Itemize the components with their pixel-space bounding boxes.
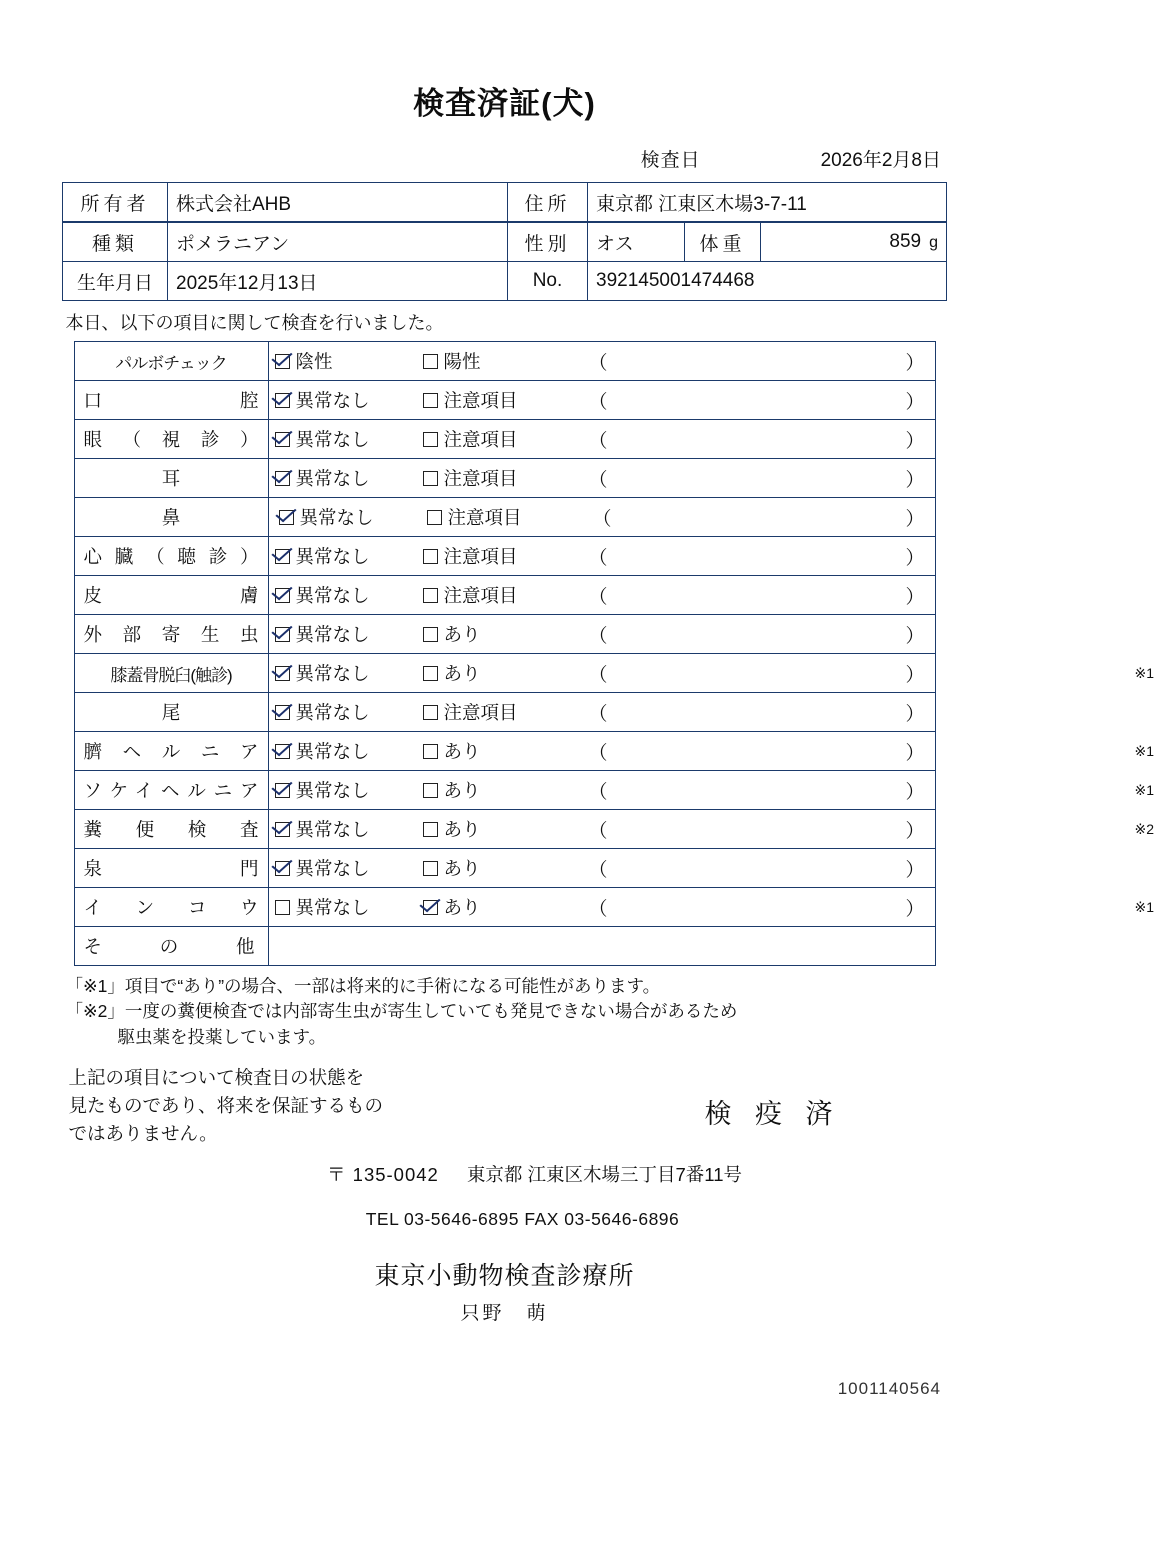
option-caution[interactable] xyxy=(423,387,583,413)
table-row xyxy=(74,459,935,498)
checkbox-checked-icon[interactable] xyxy=(275,666,290,681)
option-label: あり xyxy=(444,777,481,803)
checkbox-checked-icon[interactable] xyxy=(275,471,290,486)
checkbox-icon[interactable] xyxy=(427,510,442,525)
item-options xyxy=(268,849,935,888)
option-label: 異常なし xyxy=(296,855,370,881)
remark-open-paren: （ xyxy=(593,504,612,531)
checkbox-icon[interactable] xyxy=(423,744,438,759)
item-label: 皮 膚 xyxy=(74,576,268,615)
item-label: 眼（視診） xyxy=(74,420,268,459)
option-normal[interactable] xyxy=(269,894,423,920)
remark-close-paren: ） xyxy=(905,582,924,609)
other-remark-field[interactable] xyxy=(268,927,935,966)
checkbox-checked-icon[interactable] xyxy=(275,432,290,447)
weight-value-cell xyxy=(761,223,947,262)
item-label: 膝蓋骨脱臼(触診) xyxy=(74,654,268,693)
option-present[interactable] xyxy=(423,777,583,803)
option-label: あり xyxy=(444,894,481,920)
checkbox-icon[interactable] xyxy=(423,471,438,486)
option-present[interactable] xyxy=(423,660,583,686)
option-label: 注意項目 xyxy=(444,699,518,725)
option-normal[interactable] xyxy=(269,582,423,608)
checkbox-icon[interactable] xyxy=(423,783,438,798)
note-mark: ※1 xyxy=(1135,899,1154,916)
table-row xyxy=(74,927,935,966)
item-label: 泉 門 xyxy=(74,849,268,888)
clinic-zip: 〒 135-0042 xyxy=(327,1164,439,1185)
option-caution[interactable] xyxy=(423,465,583,491)
item-options xyxy=(268,576,935,615)
table-row xyxy=(74,732,935,771)
option-present[interactable] xyxy=(423,621,583,647)
option-caution[interactable] xyxy=(423,582,583,608)
item-label: 外部寄生虫 xyxy=(74,615,268,654)
item-options xyxy=(268,381,935,420)
remark-open-paren: （ xyxy=(589,426,608,453)
option-normal[interactable] xyxy=(269,855,423,881)
option-normal[interactable] xyxy=(269,660,423,686)
item-options xyxy=(268,732,935,771)
breed-label: 種類 xyxy=(63,223,168,262)
remark-close-paren: ） xyxy=(905,777,924,804)
option-label: 異常なし xyxy=(296,777,370,803)
checkbox-icon[interactable] xyxy=(423,627,438,642)
option-normal[interactable] xyxy=(269,621,423,647)
clinic-tel: TEL 03-5646-6895 FAX 03-5646-6896 xyxy=(63,1209,947,1230)
remark-open-paren: （ xyxy=(589,348,608,375)
option-present[interactable] xyxy=(423,855,583,881)
table-row xyxy=(74,420,935,459)
item-options xyxy=(268,420,935,459)
option-normal[interactable] xyxy=(269,816,423,842)
item-label: ソケイヘルニア xyxy=(74,771,268,810)
remark-close-paren: ） xyxy=(905,465,924,492)
footnote-2-line1: 「※2」一度の糞便検査では内部寄生虫が寄生していても発見できない場合があるため xyxy=(66,999,950,1024)
remark-close-paren: ） xyxy=(905,816,924,843)
item-options xyxy=(268,342,935,381)
option-label: あり xyxy=(444,816,481,842)
disclaimer-statement xyxy=(63,1064,489,1147)
note-mark: ※1 xyxy=(1135,782,1154,799)
address-value: 東京都 江東区木場3-7-11 xyxy=(588,183,947,222)
clinic-address xyxy=(63,1161,947,1187)
checkbox-icon[interactable] xyxy=(423,861,438,876)
option-label: 異常なし xyxy=(296,738,370,764)
checkbox-checked-icon[interactable] xyxy=(423,900,438,915)
option-label: 異常なし xyxy=(296,582,370,608)
remark-open-paren: （ xyxy=(589,699,608,726)
remark-open-paren: （ xyxy=(589,738,608,765)
option-normal[interactable] xyxy=(269,699,423,725)
option-present[interactable] xyxy=(423,816,583,842)
checkbox-checked-icon[interactable] xyxy=(275,861,290,876)
lower-section xyxy=(63,1064,947,1325)
remark-close-paren: ） xyxy=(905,504,924,531)
table-row xyxy=(74,654,935,693)
option-positive[interactable] xyxy=(423,348,583,374)
note-mark: ※1 xyxy=(1135,743,1154,760)
table-row xyxy=(74,888,935,927)
option-caution[interactable] xyxy=(423,543,583,569)
birthdate-label: 生年月日 xyxy=(63,262,168,301)
remark-open-paren: （ xyxy=(589,660,608,687)
remark-close-paren: ） xyxy=(905,348,924,375)
birthdate-value: 2025年12月13日 xyxy=(168,262,508,301)
checkbox-checked-icon[interactable] xyxy=(275,744,290,759)
item-label: 尾 xyxy=(74,693,268,732)
checkbox-icon[interactable] xyxy=(423,705,438,720)
item-label: 口 腔 xyxy=(74,381,268,420)
option-label: 異常なし xyxy=(296,816,370,842)
checkbox-checked-icon[interactable] xyxy=(275,822,290,837)
option-label: 異常なし xyxy=(296,426,370,452)
checkbox-icon[interactable] xyxy=(423,822,438,837)
table-row xyxy=(74,771,935,810)
remark-close-paren: ） xyxy=(905,387,924,414)
option-label: 異常なし xyxy=(296,699,370,725)
checkbox-icon[interactable] xyxy=(423,588,438,603)
option-caution[interactable] xyxy=(423,426,583,452)
remark-open-paren: （ xyxy=(589,543,608,570)
table-row xyxy=(74,342,935,381)
clinic-name: 東京小動物検査診療所 xyxy=(63,1256,947,1292)
checkbox-checked-icon[interactable] xyxy=(275,627,290,642)
option-label: 異常なし xyxy=(296,465,370,491)
option-normal[interactable] xyxy=(269,504,427,530)
checkbox-icon[interactable] xyxy=(423,393,438,408)
item-label: 心臓（聴診） xyxy=(74,537,268,576)
table-row xyxy=(74,693,935,732)
sex-value: オス xyxy=(588,223,685,262)
remark-open-paren: （ xyxy=(589,855,608,882)
exam-date-row xyxy=(0,145,1009,172)
item-label: インコウ xyxy=(74,888,268,927)
table-row xyxy=(63,223,947,262)
exam-date-label: 検査日 xyxy=(641,145,701,172)
option-normal[interactable] xyxy=(269,387,423,413)
item-options xyxy=(268,810,935,849)
option-label: 異常なし xyxy=(296,387,370,413)
item-label: 耳 xyxy=(74,459,268,498)
option-label: あり xyxy=(444,660,481,686)
owner-label: 所有者 xyxy=(63,183,168,222)
table-row xyxy=(74,537,935,576)
remark-open-paren: （ xyxy=(589,582,608,609)
serial-number: 1001140564 xyxy=(838,1379,941,1399)
page-title: 検査済証(犬) xyxy=(0,78,1009,123)
option-normal[interactable] xyxy=(269,543,423,569)
option-label: 注意項目 xyxy=(444,582,518,608)
option-normal[interactable] xyxy=(269,777,423,803)
table-row xyxy=(63,183,947,222)
table-row xyxy=(74,810,935,849)
remark-open-paren: （ xyxy=(589,777,608,804)
option-label: 異常なし xyxy=(296,621,370,647)
remark-open-paren: （ xyxy=(589,816,608,843)
checkbox-checked-icon[interactable] xyxy=(275,393,290,408)
no-value: 392145001474468 xyxy=(588,262,947,301)
option-label: 注意項目 xyxy=(444,426,518,452)
sex-label: 性別 xyxy=(508,223,588,262)
note-mark: ※1 xyxy=(1135,665,1154,682)
option-normal[interactable] xyxy=(269,738,423,764)
table-row xyxy=(63,262,947,301)
item-label: 臍ヘルニア xyxy=(74,732,268,771)
option-label: 異常なし xyxy=(296,543,370,569)
statement-line-1: 上記の項目について検査日の状態を xyxy=(69,1064,489,1092)
option-label: 注意項目 xyxy=(444,387,518,413)
table-row xyxy=(74,615,935,654)
option-caution[interactable] xyxy=(427,504,587,530)
item-label: 鼻 xyxy=(74,498,268,537)
checkbox-icon[interactable] xyxy=(423,354,438,369)
checkbox-icon[interactable] xyxy=(275,900,290,915)
owner-value: 株式会社AHB xyxy=(168,183,508,222)
no-label: No. xyxy=(508,262,588,301)
remark-close-paren: ） xyxy=(905,855,924,882)
option-label: 異常なし xyxy=(296,660,370,686)
inspection-items-table xyxy=(74,341,936,966)
checkbox-checked-icon[interactable] xyxy=(279,510,294,525)
checkbox-icon[interactable] xyxy=(423,549,438,564)
remark-open-paren: （ xyxy=(589,621,608,648)
item-options xyxy=(268,654,935,693)
quarantine-stamp: 検 疫 済 xyxy=(704,1092,840,1131)
doctor-name: 只野 萌 xyxy=(63,1298,947,1325)
remark-close-paren: ） xyxy=(905,621,924,648)
remark-close-paren: ） xyxy=(905,699,924,726)
checkbox-checked-icon[interactable] xyxy=(275,705,290,720)
breed-value: ポメラニアン xyxy=(168,223,508,262)
address-label: 住所 xyxy=(508,183,588,222)
checkbox-checked-icon[interactable] xyxy=(275,588,290,603)
table-row xyxy=(74,849,935,888)
option-negative[interactable] xyxy=(269,348,423,374)
statement-line-2: 見たものであり、将来を保証するもの xyxy=(69,1092,489,1120)
table-row xyxy=(74,498,935,537)
animal-info-table xyxy=(62,222,947,301)
remark-open-paren: （ xyxy=(589,465,608,492)
remark-close-paren: ） xyxy=(905,543,924,570)
item-options xyxy=(268,537,935,576)
option-label: 注意項目 xyxy=(444,465,518,491)
item-options xyxy=(268,459,935,498)
option-present[interactable] xyxy=(423,894,583,920)
option-label: あり xyxy=(444,855,481,881)
certificate-page xyxy=(0,78,1009,1547)
checkbox-checked-icon[interactable] xyxy=(275,549,290,564)
footnote-2-line2: 駆虫薬を投薬しています。 xyxy=(66,1025,950,1050)
weight-unit: g xyxy=(921,234,938,251)
remark-close-paren: ） xyxy=(905,660,924,687)
table-row xyxy=(74,576,935,615)
option-label: あり xyxy=(444,738,481,764)
item-options xyxy=(268,615,935,654)
option-caution[interactable] xyxy=(423,699,583,725)
item-options xyxy=(268,693,935,732)
table-row xyxy=(74,381,935,420)
item-label-other: そ の 他 xyxy=(74,927,268,966)
checkbox-icon[interactable] xyxy=(423,432,438,447)
exam-date-value: 2026年2月8日 xyxy=(821,145,941,172)
option-present[interactable] xyxy=(423,738,583,764)
remark-close-paren: ） xyxy=(905,894,924,921)
option-normal[interactable] xyxy=(269,465,423,491)
option-label: 異常なし xyxy=(300,504,374,530)
checkbox-checked-icon[interactable] xyxy=(275,354,290,369)
item-options xyxy=(268,498,935,537)
item-label: 糞便検査 xyxy=(74,810,268,849)
option-label: 注意項目 xyxy=(448,504,522,530)
option-label: 注意項目 xyxy=(444,543,518,569)
item-options xyxy=(268,888,935,927)
item-options xyxy=(268,771,935,810)
statement-line-3: ではありません。 xyxy=(69,1120,489,1148)
option-normal[interactable] xyxy=(269,426,423,452)
remark-open-paren: （ xyxy=(589,894,608,921)
note-mark: ※2 xyxy=(1135,821,1154,838)
remark-close-paren: ） xyxy=(905,738,924,765)
weight-value: 859 xyxy=(889,231,921,252)
option-label: 異常なし xyxy=(296,894,370,920)
checkbox-icon[interactable] xyxy=(423,666,438,681)
item-label: パルボチェック xyxy=(74,342,268,381)
footnotes xyxy=(60,974,950,1050)
owner-info-table xyxy=(62,182,947,222)
remark-close-paren: ） xyxy=(905,426,924,453)
footnote-1: 「※1」項目で“あり”の場合、一部は将来的に手術になる可能性があります。 xyxy=(66,974,950,999)
weight-label: 体重 xyxy=(685,223,761,262)
option-label: 陽性 xyxy=(444,348,481,374)
option-label: あり xyxy=(444,621,481,647)
lead-text: 本日、以下の項目に関して検査を行いました。 xyxy=(60,309,950,335)
remark-open-paren: （ xyxy=(589,387,608,414)
clinic-address-text: 東京都 江東区木場三丁目7番11号 xyxy=(467,1164,742,1185)
option-label: 陰性 xyxy=(296,348,333,374)
checkbox-checked-icon[interactable] xyxy=(275,783,290,798)
